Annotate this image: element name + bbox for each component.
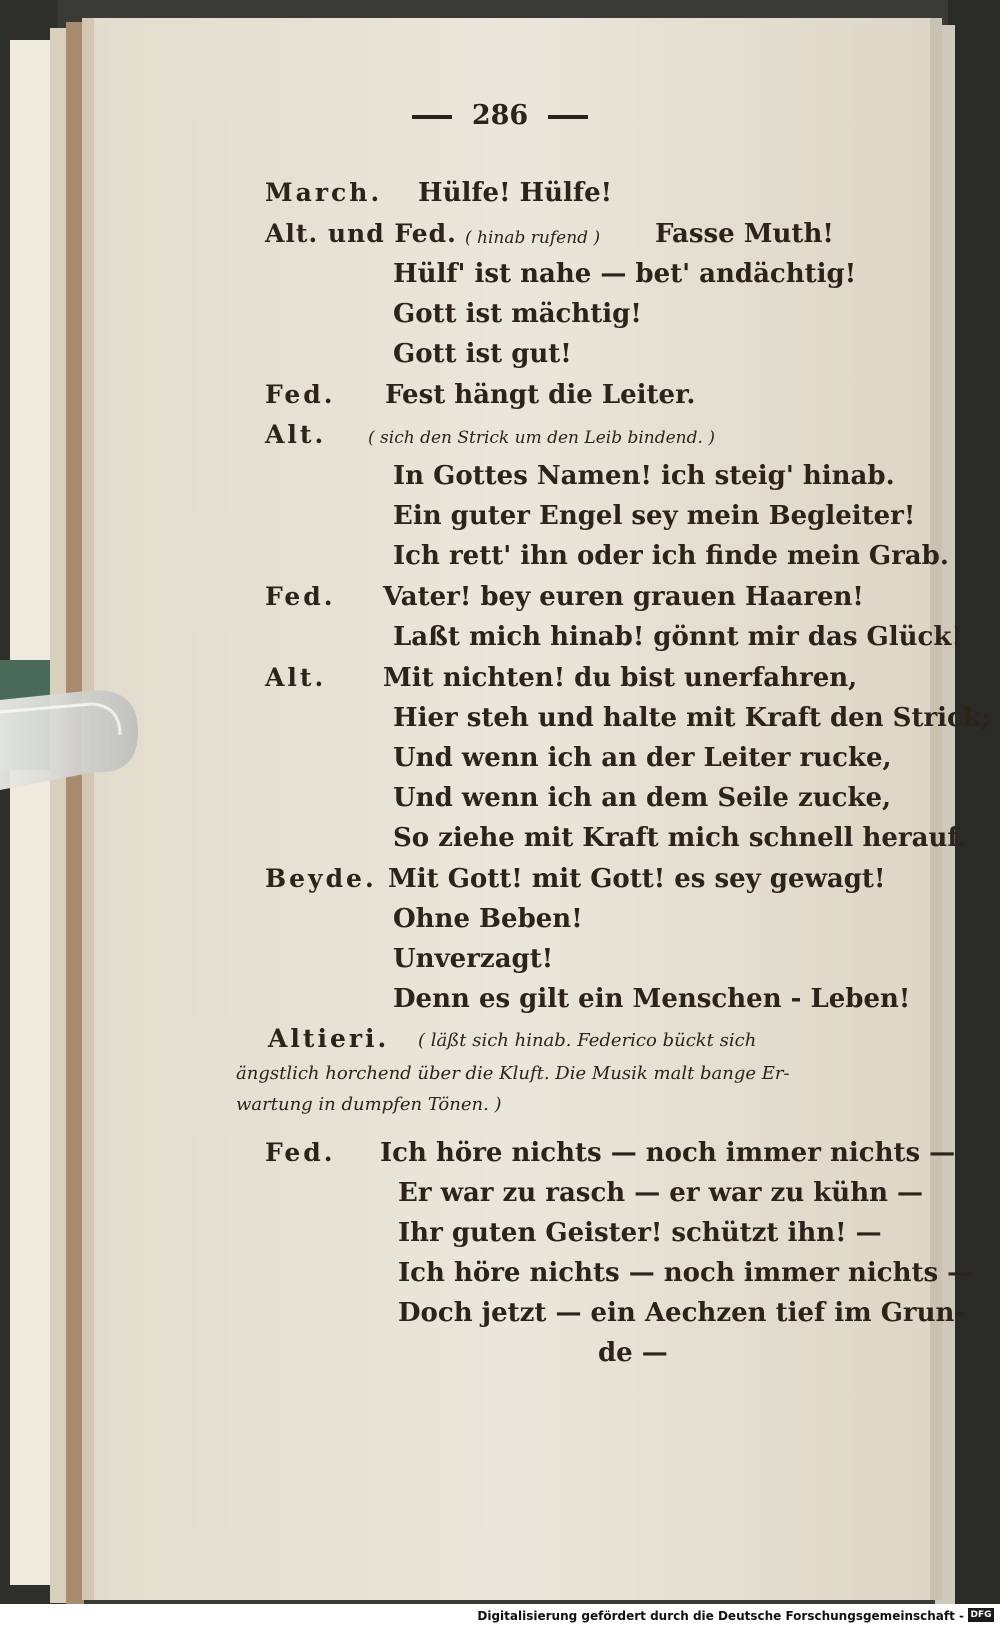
verse-line: Und wenn ich an der Leiter rucke, [393, 743, 892, 773]
verse-line: Ich höre nichts — noch immer nichts — [380, 1138, 956, 1168]
page-number-dash-right [548, 115, 588, 119]
stage-direction-inline: ( hinab rufend ) [465, 228, 601, 248]
speaker-label: Altieri. [268, 1024, 390, 1053]
verse-line: Ich höre nichts — noch immer nichts — [398, 1258, 974, 1288]
verse-line: Ich rett' ihn oder ich finde mein Grab. [393, 541, 949, 571]
verse-line: Laßt mich hinab! gönnt mir das Glück! [393, 622, 963, 652]
stage-direction-text: wartung in dumpfen Tönen. ) [236, 1094, 502, 1115]
speaker-label: Beyde. [265, 864, 377, 893]
verse-line: Unverzagt! [393, 944, 554, 974]
verse-line: Gott ist gut! [393, 339, 572, 369]
verse-line: Ein guter Engel sey mein Begleiter! [393, 501, 916, 531]
stage-direction-text: ( läßt sich hinab. Federico bückt sich [418, 1030, 757, 1051]
verse-line: Und wenn ich an dem Seile zucke, [393, 783, 892, 813]
page-number-value: 286 [471, 100, 529, 131]
verse-line: de — [598, 1338, 668, 1368]
speaker-label: Alt. und Fed. [265, 219, 457, 248]
verse-line: In Gottes Namen! ich steig' hinab. [393, 461, 895, 491]
stage-direction-text: ängstlich horchend über die Kluft. Die Musik malt bange Er- [236, 1063, 790, 1084]
verse-line: Er war zu rasch — er war zu kühn — [398, 1178, 924, 1208]
page-number [0, 100, 1000, 131]
page-number-dash-left [412, 115, 452, 119]
verse-line: Doch jetzt — ein Aechzen tief im Grun- [398, 1298, 966, 1328]
verse-line: Gott ist mächtig! [393, 299, 642, 329]
speaker-label: Alt. [265, 420, 327, 449]
dfg-logo: DFG [968, 1608, 994, 1622]
verse-line: Denn es gilt ein Menschen - Leben! [393, 984, 911, 1014]
speaker-label: Fed. [265, 380, 336, 409]
speaker-label: Fed. [265, 1138, 336, 1167]
verse-line: Vater! bey euren grauen Haaren! [383, 582, 864, 612]
speaker-label: Alt. [265, 663, 327, 692]
digitization-credit: Digitalisierung gefördert durch die Deutsche Forschungsgemeinschaft - [477, 1609, 964, 1623]
verse-line: Ihr guten Geister! schützt ihn! — [398, 1218, 882, 1248]
verse-line: Mit Gott! mit Gott! es sey gewagt! [388, 864, 886, 894]
verse-line: Fasse Muth! [655, 219, 834, 249]
verse-line: Mit nichten! du bist unerfahren, [383, 663, 858, 693]
verse-line: Hier steh und halte mit Kraft den Strick; [393, 703, 991, 733]
verse-line: Ohne Beben! [393, 904, 583, 934]
stage-direction-inline: ( sich den Strick um den Leib bindend. ) [368, 428, 715, 448]
verse-line: Hülfe! Hülfe! [418, 178, 613, 208]
speaker-label: March. [265, 178, 383, 207]
verse-line: Fest hängt die Leiter. [385, 380, 696, 410]
speaker-label: Fed. [265, 582, 336, 611]
verse-line: Hülf' ist nahe — bet' andächtig! [393, 259, 857, 289]
verse-line: So ziehe mit Kraft mich schnell herauf. [393, 823, 967, 853]
